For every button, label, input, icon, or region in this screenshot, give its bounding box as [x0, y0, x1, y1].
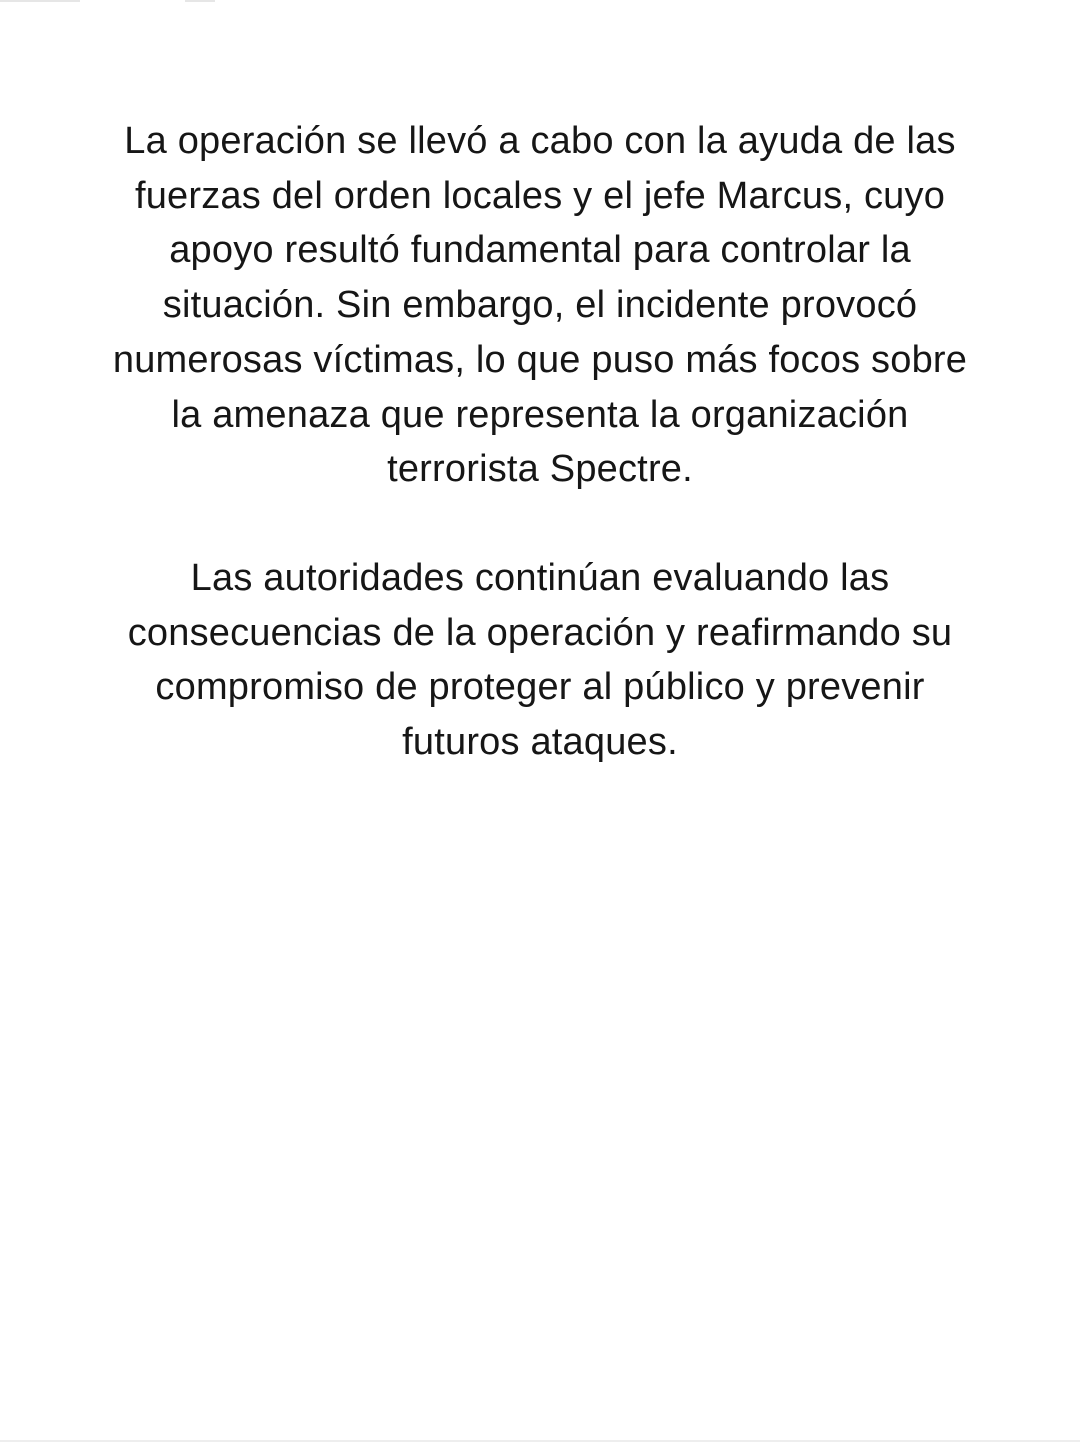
top-edge-marks [0, 0, 1080, 3]
text-line: la amenaza que representa la organización [171, 393, 909, 436]
article-body [60, 114, 1020, 770]
top-edge-mark [185, 0, 215, 2]
text-line: situación. Sin embargo, el incidente provocó [162, 284, 918, 327]
text-line: Las autoridades continúan evaluando las [190, 556, 890, 599]
top-edge-mark [0, 0, 80, 2]
text-line: numerosas víctimas, lo que puso más focos sobre [112, 338, 968, 381]
text-line: fuerzas del orden locales y el jefe Marcus, cuyo [134, 174, 946, 217]
text-line: futuros ataques. [402, 721, 678, 764]
article-paragraph-2 [60, 551, 1020, 770]
text-line: apoyo resultó fundamental para controlar la [169, 229, 911, 272]
text-line: terrorista Spectre. [387, 448, 693, 491]
text-line: compromiso de proteger al público y prevenir [155, 666, 925, 709]
text-line: consecuencias de la operación y reafirmando su [127, 611, 953, 654]
text-line: La operación se llevó a cabo con la ayuda de las [124, 120, 956, 162]
article-paragraph-1 [60, 114, 1020, 497]
